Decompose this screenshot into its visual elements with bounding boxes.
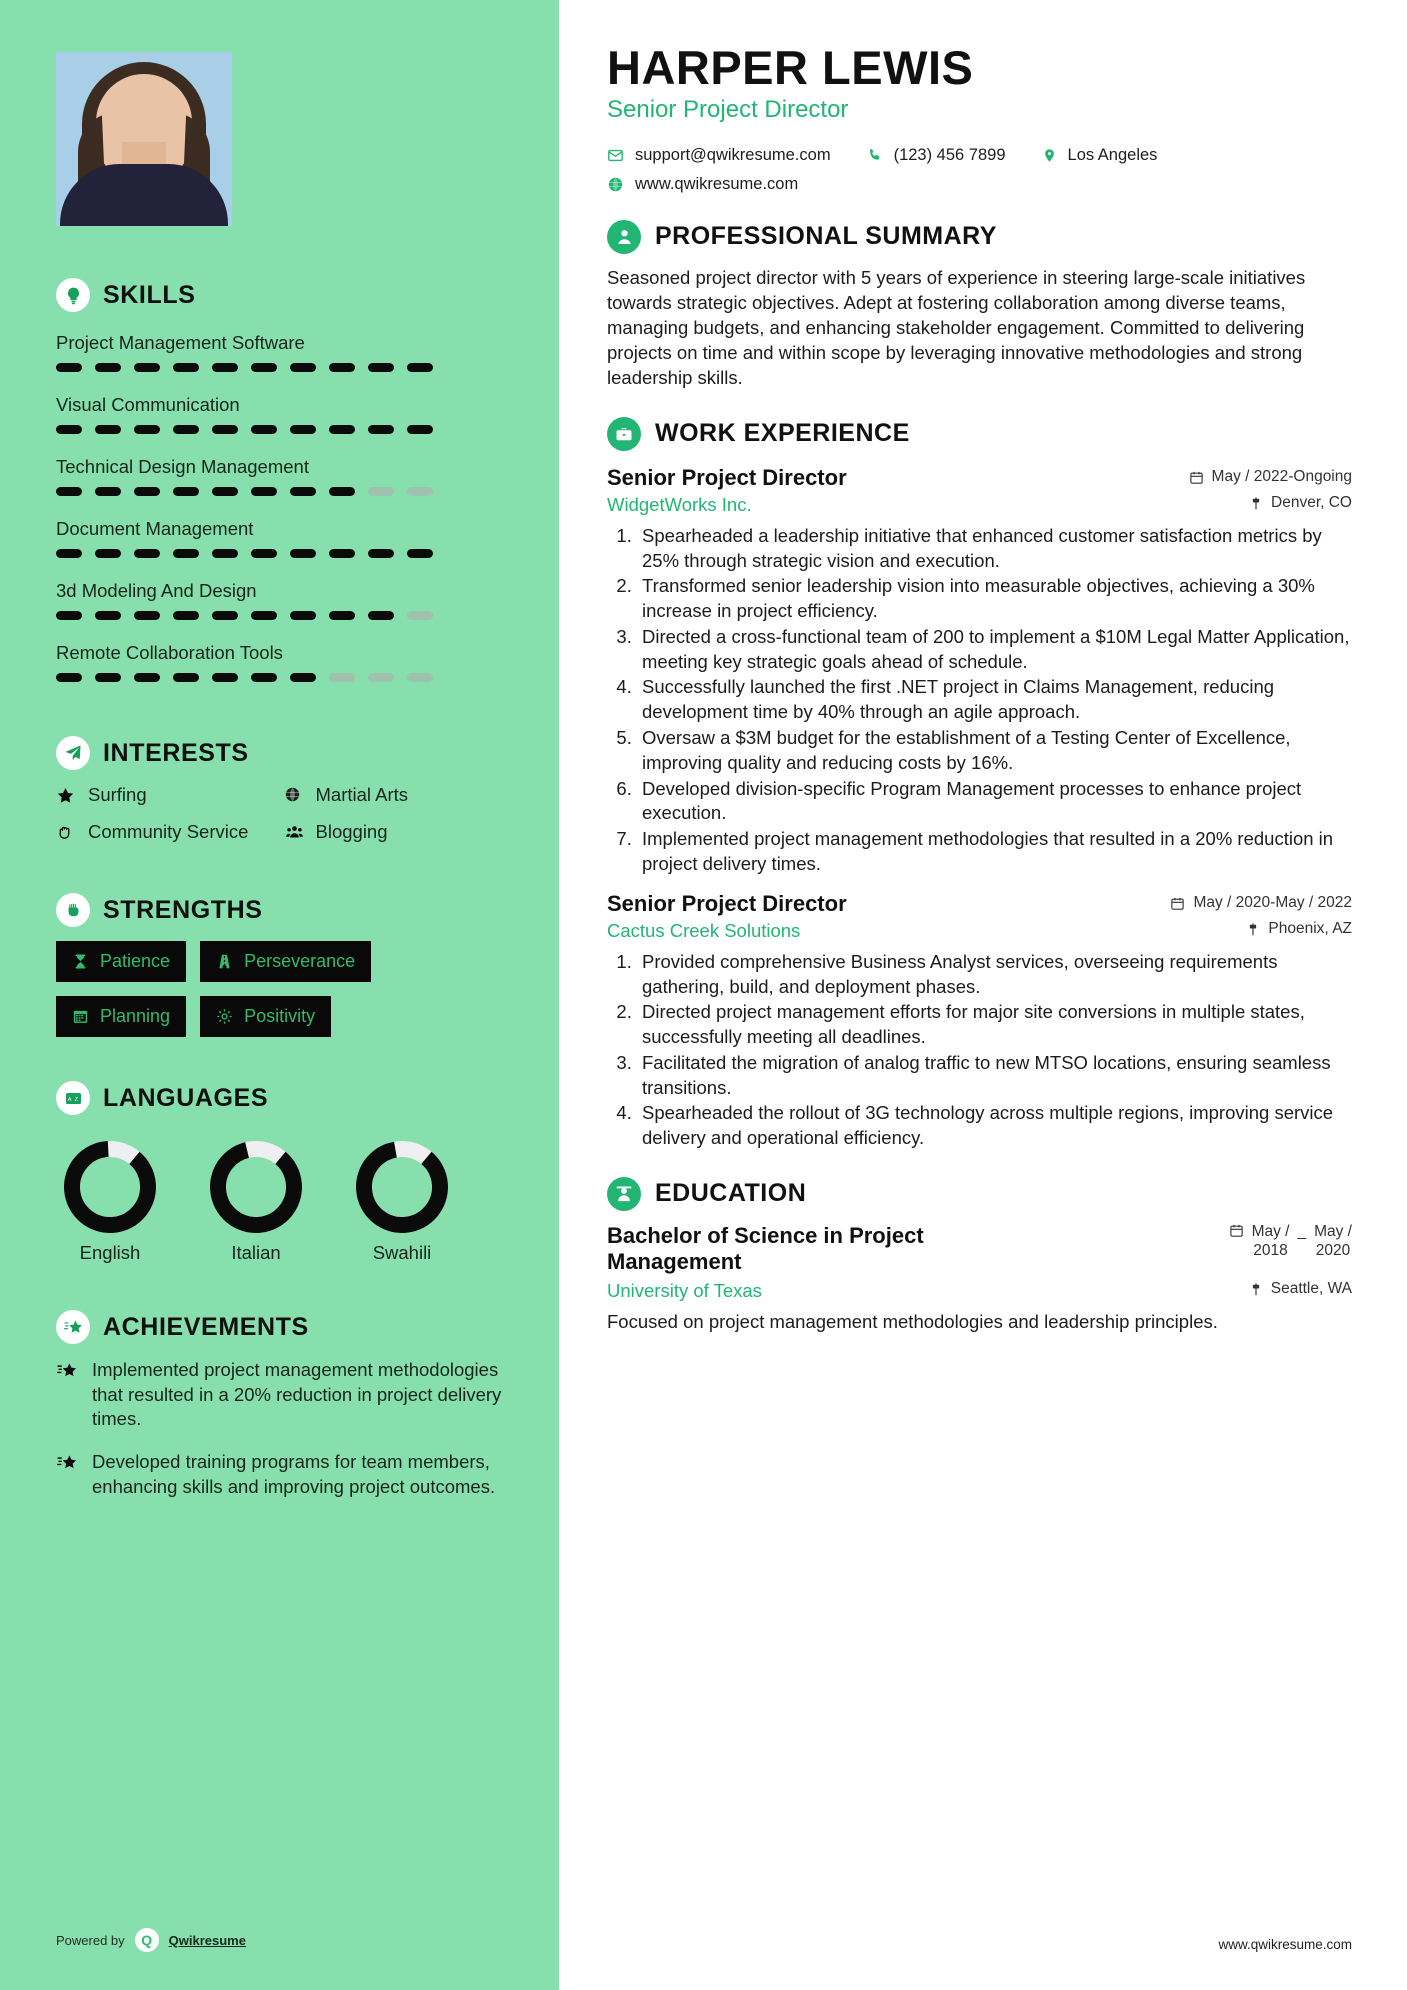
job-bullet: 6. Developed division-specific Program Management processes to enhance project execution. bbox=[637, 777, 1352, 827]
contact-text: (123) 456 7899 bbox=[893, 145, 1006, 164]
achievement-text: Developed training programs for team members, enhancing skills and improving project outcomes. bbox=[92, 1450, 496, 1497]
interests-heading bbox=[56, 736, 511, 770]
skill-level-dash bbox=[95, 487, 121, 496]
skill-level-dash bbox=[173, 673, 199, 682]
education-degree: Bachelor of Science in Project Management bbox=[607, 1222, 924, 1275]
job-date-text: May / 2020-May / 2022 bbox=[1193, 894, 1352, 912]
job-company: WidgetWorks Inc. bbox=[607, 493, 752, 515]
contact-info bbox=[607, 146, 1352, 194]
skill-level-dash bbox=[56, 363, 82, 372]
skill-level-dash bbox=[368, 611, 394, 620]
skill-level-dash bbox=[251, 487, 277, 496]
lightbulb-icon bbox=[56, 278, 90, 312]
education-header bbox=[607, 1223, 1352, 1276]
hourglass-icon bbox=[72, 953, 89, 970]
language-progress-donut bbox=[356, 1141, 448, 1233]
skill-level-dash bbox=[368, 549, 394, 558]
languages-heading bbox=[56, 1081, 511, 1115]
job-role-subtitle: Senior Project Director bbox=[607, 95, 849, 123]
achievements-title: ACHIEVEMENTS bbox=[103, 1312, 309, 1341]
strength-label: Patience bbox=[100, 951, 171, 972]
skill-level-dash bbox=[134, 425, 160, 434]
strengths-list bbox=[56, 941, 511, 1037]
skill-item bbox=[56, 326, 511, 382]
map-pin-icon bbox=[1249, 496, 1263, 511]
job-bullet: 4. Successfully launched the first .NET project in Claims Management, reducing development time by 40% through an agile approach. bbox=[637, 675, 1352, 725]
education-title: EDUCATION bbox=[655, 1179, 807, 1208]
road-icon bbox=[216, 953, 233, 970]
skill-level-dash bbox=[56, 673, 82, 682]
contact-item-envelope[interactable] bbox=[607, 146, 831, 165]
job-bullet: 7. Implemented project management methodologies that resulted in a 20% reduction in project delivery times. bbox=[637, 827, 1352, 877]
skill-level-dash bbox=[368, 363, 394, 372]
skills-section bbox=[56, 278, 511, 692]
strengths-heading bbox=[56, 893, 511, 927]
skill-level-dash bbox=[56, 549, 82, 558]
job-bullet: 1. Provided comprehensive Business Analyst services, overseeing requirements gathering, build, and deployment phases. bbox=[637, 950, 1352, 1000]
skill-level-dash bbox=[173, 487, 199, 496]
language-name: Swahili bbox=[372, 1242, 432, 1264]
job-title: Senior Project Director bbox=[607, 464, 847, 490]
languages-list bbox=[56, 1141, 511, 1264]
skill-name: 3d Modeling And Design bbox=[56, 580, 257, 601]
graduation-icon bbox=[607, 1177, 641, 1211]
user-circle-icon bbox=[607, 220, 641, 254]
skill-level-bar bbox=[56, 363, 511, 382]
skill-name: Technical Design Management bbox=[56, 456, 309, 477]
page-title: HARPER LEWIS bbox=[607, 41, 974, 94]
job-bullet: 1. Spearheaded a leadership initiative that enhanced customer satisfaction metrics by 25% through strategic vision and execution. bbox=[637, 524, 1352, 574]
strength-label: Positivity bbox=[244, 1006, 316, 1027]
skill-level-dash bbox=[407, 487, 433, 496]
summary-text: Seasoned project director with 5 years of experience in steering large-scale initiatives towards strategic objectives. Adept at fostering collaboration among diverse teams, managing budgets, and enhancing stakeholder engagement. Committed to delivering projects on time and within scope by leveraging innovative methodologies and strong leadership skills. bbox=[607, 266, 1306, 388]
summary-title: PROFESSIONAL SUMMARY bbox=[655, 222, 997, 251]
calendar-icon bbox=[1189, 470, 1204, 485]
skill-level-dash bbox=[212, 487, 238, 496]
jobs-list bbox=[607, 465, 1352, 1151]
skill-level-dash bbox=[173, 363, 199, 372]
skill-level-dash bbox=[251, 549, 277, 558]
language-item bbox=[202, 1141, 310, 1264]
skill-level-dash bbox=[329, 673, 355, 682]
translate-icon bbox=[56, 1081, 90, 1115]
skill-level-dash bbox=[56, 425, 82, 434]
skill-level-dash bbox=[251, 425, 277, 434]
interest-item bbox=[56, 821, 284, 844]
strength-chip bbox=[56, 941, 186, 982]
skill-level-dash bbox=[329, 611, 355, 620]
skill-level-dash bbox=[173, 425, 199, 434]
skills-heading bbox=[56, 278, 511, 312]
job-title: Senior Project Director bbox=[607, 890, 847, 916]
contact-item-location-pin[interactable] bbox=[1042, 146, 1158, 165]
achievement-item bbox=[56, 1358, 511, 1432]
skills-title: SKILLS bbox=[103, 280, 196, 309]
shooting-star-icon bbox=[56, 1310, 90, 1344]
skill-level-dash bbox=[95, 549, 121, 558]
skill-level-dash bbox=[368, 673, 394, 682]
hand-icon bbox=[56, 821, 77, 842]
skill-name: Project Management Software bbox=[56, 332, 305, 353]
skill-level-dash bbox=[290, 425, 316, 434]
summary-heading bbox=[607, 220, 1352, 254]
strength-label: Planning bbox=[100, 1006, 171, 1027]
skill-level-bar bbox=[56, 425, 511, 444]
skill-level-dash bbox=[290, 611, 316, 620]
job-entry bbox=[607, 891, 1352, 1151]
powered-by-label: Powered by bbox=[56, 1932, 125, 1948]
qwikresume-brand-link[interactable]: Qwikresume bbox=[168, 1932, 246, 1948]
skill-level-dash bbox=[251, 611, 277, 620]
education-section bbox=[607, 1177, 1352, 1335]
job-header bbox=[607, 891, 1352, 917]
contact-text: support@qwikresume.com bbox=[635, 145, 831, 164]
skill-level-dash bbox=[173, 611, 199, 620]
calendar-icon bbox=[1170, 896, 1185, 911]
powered-by-footer bbox=[56, 1928, 246, 1952]
work-heading bbox=[607, 417, 1352, 451]
education-date bbox=[1229, 1223, 1352, 1260]
skills-list bbox=[56, 326, 511, 692]
languages-title: LANGUAGES bbox=[103, 1083, 269, 1112]
job-bullet: 2. Directed project management efforts for major site conversions in multiple states, successfully meeting all deadlines. bbox=[637, 1000, 1352, 1050]
skill-level-dash bbox=[95, 673, 121, 682]
skill-level-bar bbox=[56, 673, 511, 692]
skill-level-dash bbox=[95, 425, 121, 434]
strength-chip bbox=[200, 941, 371, 982]
job-location bbox=[1246, 920, 1352, 938]
job-entry bbox=[607, 465, 1352, 877]
achievements-heading bbox=[56, 1310, 511, 1344]
language-progress-donut bbox=[64, 1141, 156, 1233]
language-item bbox=[348, 1141, 456, 1264]
job-location-text: Phoenix, AZ bbox=[1268, 920, 1352, 938]
skill-level-dash bbox=[212, 549, 238, 558]
contact-row-secondary bbox=[607, 175, 1352, 194]
contact-item-phone[interactable] bbox=[867, 146, 1006, 165]
envelope-icon bbox=[607, 147, 624, 164]
shooting-star-icon bbox=[56, 1358, 80, 1432]
skill-level-dash bbox=[407, 425, 433, 434]
contact-text: www.qwikresume.com bbox=[635, 174, 799, 193]
skill-level-dash bbox=[329, 363, 355, 372]
interests-list bbox=[56, 784, 511, 857]
skill-item bbox=[56, 636, 511, 692]
interest-item bbox=[284, 784, 512, 807]
job-subheader bbox=[607, 920, 1352, 942]
skill-name: Document Management bbox=[56, 518, 254, 539]
location-pin-icon bbox=[1042, 147, 1057, 164]
shooting-star-icon bbox=[56, 1450, 80, 1499]
skill-level-bar bbox=[56, 549, 511, 568]
work-experience-section bbox=[607, 417, 1352, 1151]
job-location bbox=[1249, 494, 1352, 512]
skill-level-dash bbox=[407, 673, 433, 682]
avatar bbox=[56, 52, 232, 226]
interest-label: Community Service bbox=[88, 820, 249, 842]
skill-level-dash bbox=[212, 425, 238, 434]
qwikresume-logo-icon: Q bbox=[135, 1928, 159, 1952]
map-pin-icon bbox=[1246, 922, 1260, 937]
skill-level-dash bbox=[134, 611, 160, 620]
achievement-item bbox=[56, 1450, 511, 1499]
job-bullet: 2. Transformed senior leadership vision into measurable objectives, achieving a 30% increase in project efficiency. bbox=[637, 574, 1352, 624]
fist-icon bbox=[56, 893, 90, 927]
job-bullet-list bbox=[637, 524, 1352, 877]
skill-level-dash bbox=[368, 425, 394, 434]
skill-item bbox=[56, 388, 511, 444]
job-bullet: 4. Spearheaded the rollout of 3G technology across multiple regions, improving service delivery and operational efficiency. bbox=[637, 1101, 1352, 1151]
skill-level-dash bbox=[95, 363, 121, 372]
achievements-list bbox=[56, 1358, 511, 1499]
skill-item bbox=[56, 574, 511, 630]
education-subheader bbox=[607, 1280, 1352, 1302]
strength-label: Perseverance bbox=[244, 951, 356, 972]
map-pin-icon bbox=[1249, 1282, 1263, 1297]
education-date-end: May / 2020 bbox=[1314, 1222, 1352, 1259]
education-date-start: May / 2018 bbox=[1251, 1222, 1290, 1259]
interest-label: Martial Arts bbox=[315, 784, 409, 805]
skill-level-dash bbox=[134, 549, 160, 558]
job-location-text: Denver, CO bbox=[1271, 494, 1352, 512]
job-date bbox=[1170, 894, 1352, 912]
skill-level-dash bbox=[290, 673, 316, 682]
job-bullet: 5. Oversaw a $3M budget for the establishment of a Testing Center of Excellence, improving quality and reducing costs by 16%. bbox=[637, 726, 1352, 776]
skill-level-dash bbox=[329, 487, 355, 496]
job-subheader bbox=[607, 494, 1352, 516]
website-footer: www.qwikresume.com bbox=[1218, 1937, 1352, 1952]
education-list bbox=[607, 1223, 1352, 1335]
job-bullet: 3. Facilitated the migration of analog traffic to new MTSO locations, ensuring seamless transitions. bbox=[637, 1051, 1352, 1101]
professional-summary-section bbox=[607, 220, 1352, 391]
job-bullet-list bbox=[637, 950, 1352, 1151]
achievements-section bbox=[56, 1310, 511, 1499]
strength-chip bbox=[200, 996, 331, 1037]
phone-icon bbox=[867, 147, 883, 163]
language-progress-donut bbox=[210, 1141, 302, 1233]
skill-level-dash bbox=[134, 487, 160, 496]
globe-icon bbox=[284, 784, 305, 803]
education-heading bbox=[607, 1177, 1352, 1211]
skill-level-dash bbox=[290, 363, 316, 372]
skill-level-dash bbox=[173, 549, 199, 558]
strengths-title: STRENGTHS bbox=[103, 895, 263, 924]
education-location-text: Seattle, WA bbox=[1270, 1280, 1352, 1298]
skill-level-dash bbox=[56, 611, 82, 620]
job-date-text: May / 2022-Ongoing bbox=[1211, 468, 1352, 486]
contact-item-globe[interactable] bbox=[607, 175, 798, 194]
work-title: WORK EXPERIENCE bbox=[655, 419, 910, 448]
skill-level-dash bbox=[251, 363, 277, 372]
skill-name: Remote Collaboration Tools bbox=[56, 642, 283, 663]
skill-level-dash bbox=[134, 363, 160, 372]
interests-title: INTERESTS bbox=[103, 738, 249, 767]
education-location bbox=[1249, 1280, 1352, 1298]
interest-item bbox=[284, 821, 512, 844]
skill-level-dash bbox=[56, 487, 82, 496]
achievement-text: Implemented project management methodologies that resulted in a 20% reduction in project delivery times. bbox=[92, 1359, 502, 1430]
contact-row-primary bbox=[607, 146, 1352, 165]
briefcase-icon bbox=[607, 417, 641, 451]
education-entry bbox=[607, 1223, 1352, 1335]
users-icon bbox=[284, 821, 305, 841]
skill-level-bar bbox=[56, 487, 511, 506]
skill-level-dash bbox=[212, 611, 238, 620]
calendar-icon bbox=[1229, 1223, 1244, 1238]
languages-section bbox=[56, 1081, 511, 1264]
skill-level-dash bbox=[212, 673, 238, 682]
skill-level-dash bbox=[368, 487, 394, 496]
language-name: English bbox=[79, 1242, 141, 1264]
interest-label: Surfing bbox=[88, 784, 147, 805]
strength-chip bbox=[56, 996, 186, 1037]
main-content bbox=[559, 0, 1407, 1990]
language-item bbox=[56, 1141, 164, 1264]
skill-level-dash bbox=[329, 425, 355, 434]
skill-level-dash bbox=[329, 549, 355, 558]
skill-level-bar bbox=[56, 611, 511, 630]
skill-level-dash bbox=[407, 363, 433, 372]
skill-level-dash bbox=[290, 487, 316, 496]
education-school: University of Texas bbox=[607, 1279, 762, 1301]
job-header bbox=[607, 465, 1352, 491]
education-description: Focused on project management methodologies and leadership principles. bbox=[607, 1310, 1218, 1332]
skill-level-dash bbox=[134, 673, 160, 682]
language-name: Italian bbox=[231, 1242, 281, 1264]
job-company: Cactus Creek Solutions bbox=[607, 919, 801, 941]
skill-level-dash bbox=[251, 673, 277, 682]
skill-item bbox=[56, 450, 511, 506]
skill-level-dash bbox=[212, 363, 238, 372]
calendar-green-icon bbox=[72, 1008, 89, 1025]
paper-plane-icon bbox=[56, 736, 90, 770]
interest-item bbox=[56, 784, 284, 807]
contact-text: Los Angeles bbox=[1067, 145, 1158, 164]
sidebar bbox=[0, 0, 559, 1990]
star-icon bbox=[56, 784, 77, 805]
svg-text:Z: Z bbox=[74, 1096, 78, 1103]
skill-name: Visual Communication bbox=[56, 394, 240, 415]
interest-label: Blogging bbox=[315, 820, 388, 842]
skill-item bbox=[56, 512, 511, 568]
gear-icon bbox=[216, 1008, 233, 1025]
education-date-separator: _ bbox=[1297, 1222, 1307, 1240]
globe-icon bbox=[607, 176, 624, 193]
skill-level-dash bbox=[407, 549, 433, 558]
skill-level-dash bbox=[407, 611, 433, 620]
strengths-section bbox=[56, 893, 511, 1037]
job-bullet: 3. Directed a cross-functional team of 200 to implement a $10M Legal Matter Application, meeting key strategic goals ahead of schedule. bbox=[637, 625, 1352, 675]
job-date bbox=[1189, 468, 1352, 486]
skill-level-dash bbox=[95, 611, 121, 620]
skill-level-dash bbox=[290, 549, 316, 558]
interests-section bbox=[56, 736, 511, 857]
svg-text:A: A bbox=[67, 1096, 71, 1103]
